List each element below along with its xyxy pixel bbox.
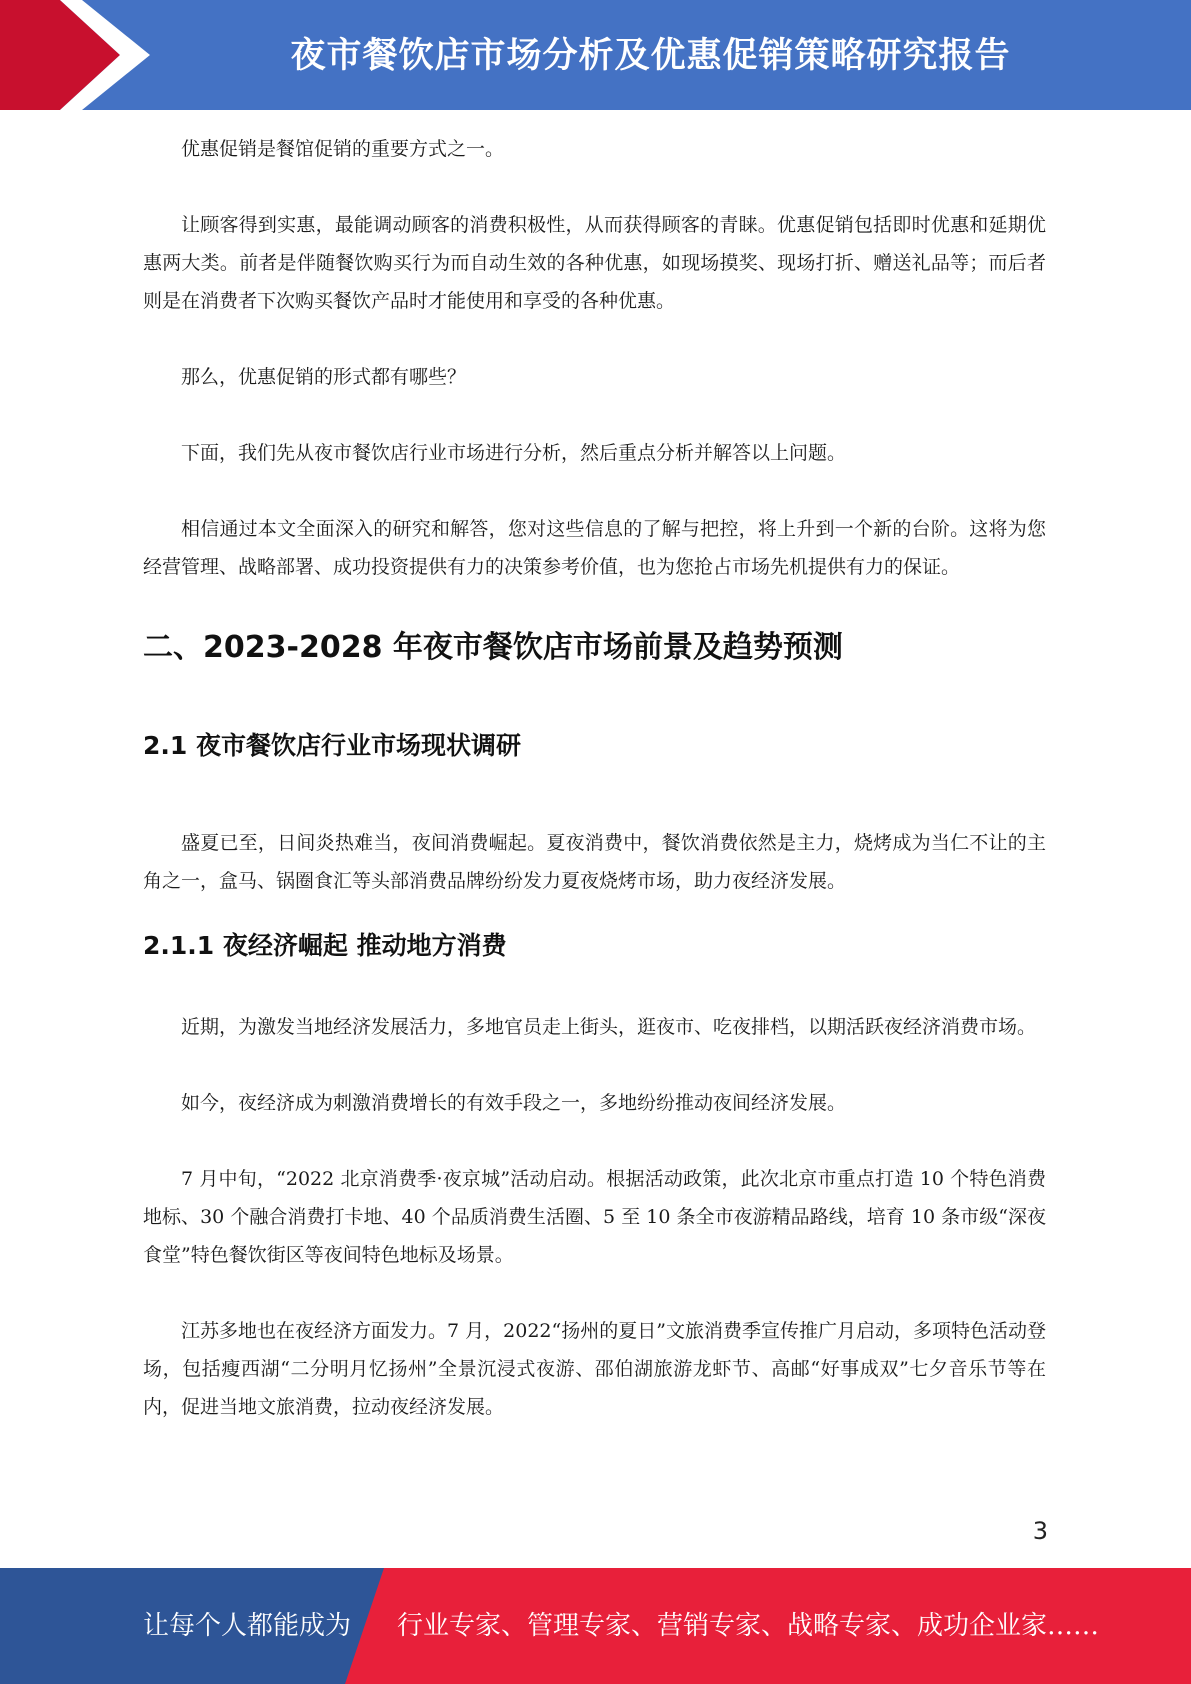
paragraph: 下面，我们先从夜市餐饮店行业市场进行分析，然后重点分析并解答以上问题。 xyxy=(181,442,847,464)
paragraph: 那么，优惠促销的形式都有哪些？ xyxy=(181,366,467,388)
paragraph: 优惠促销是餐馆促销的重要方式之一。 xyxy=(181,138,505,160)
document-title: 夜市餐饮店市场分析及优惠促销策略研究报告 xyxy=(290,36,1011,76)
paragraph: 相信通过本文全面深入的研究和解答，您对这些信息的了解与把控，将上升到一个新的台阶。这将为您经营管理、战略部署、成功投资提供有力的决策参考价值，也为您抢占市场先机提供有力的保证。 xyxy=(143,518,1046,578)
page-footer xyxy=(0,1568,1191,1684)
paragraph: 如今，夜经济成为刺激消费增长的有效手段之一，多地纷纷推动夜间经济发展。 xyxy=(181,1092,847,1114)
subsubsection-heading: 2.1.1 夜经济崛起 推动地方消费 xyxy=(143,931,507,960)
paragraph: 7 月中旬，“2022 北京消费季·夜京城”活动启动。根据活动政策，此次北京市重点打造 10 个特色消费地标、30 个融合消费打卡地、40 个品质消费生活圈、5 至 10 条全市夜游精品路线，培育 10 条市级“深夜食堂”特色餐饮街区等夜间特色地标及场景。 xyxy=(143,1168,1046,1266)
section-heading: 二、2023-2028 年夜市餐饮店市场前景及趋势预测 xyxy=(143,630,843,665)
page-header xyxy=(0,0,1191,110)
page-number: 3 xyxy=(1032,1517,1048,1545)
footer-slogan-right: 行业专家、管理专家、营销专家、战略专家、成功企业家…… xyxy=(397,1611,1100,1641)
subsection-heading: 2.1 夜市餐饮店行业市场现状调研 xyxy=(143,731,521,760)
document-body xyxy=(143,130,1046,1426)
footer-slogan-left: 让每个人都能成为 xyxy=(143,1611,352,1641)
paragraph: 江苏多地也在夜经济方面发力。7 月，2022“扬州的夏日”文旅消费季宣传推广月启动，多项特色活动登场，包括瘦西湖“二分明月忆扬州”全景沉浸式夜游、邵伯湖旅游龙虾节、高邮“好事成双”七夕音乐节等在内，促进当地文旅消费，拉动夜经济发展。 xyxy=(143,1320,1046,1418)
paragraph: 让顾客得到实惠，最能调动顾客的消费积极性，从而获得顾客的青睐。优惠促销包括即时优惠和延期优惠两大类。前者是伴随餐饮购买行为而自动生效的各种优惠，如现场摸奖、现场打折、赠送礼品等；而后者则是在消费者下次购买餐饮产品时才能使用和享受的各种优惠。 xyxy=(143,214,1046,312)
paragraph: 盛夏已至，日间炎热难当，夜间消费崛起。夏夜消费中，餐饮消费依然是主力，烧烤成为当仁不让的主角之一，盒马、锅圈食汇等头部消费品牌纷纷发力夏夜烧烤市场，助力夜经济发展。 xyxy=(143,832,1046,892)
paragraph: 近期，为激发当地经济发展活力，多地官员走上街头，逛夜市、吃夜排档，以期活跃夜经济消费市场。 xyxy=(181,1016,1037,1038)
